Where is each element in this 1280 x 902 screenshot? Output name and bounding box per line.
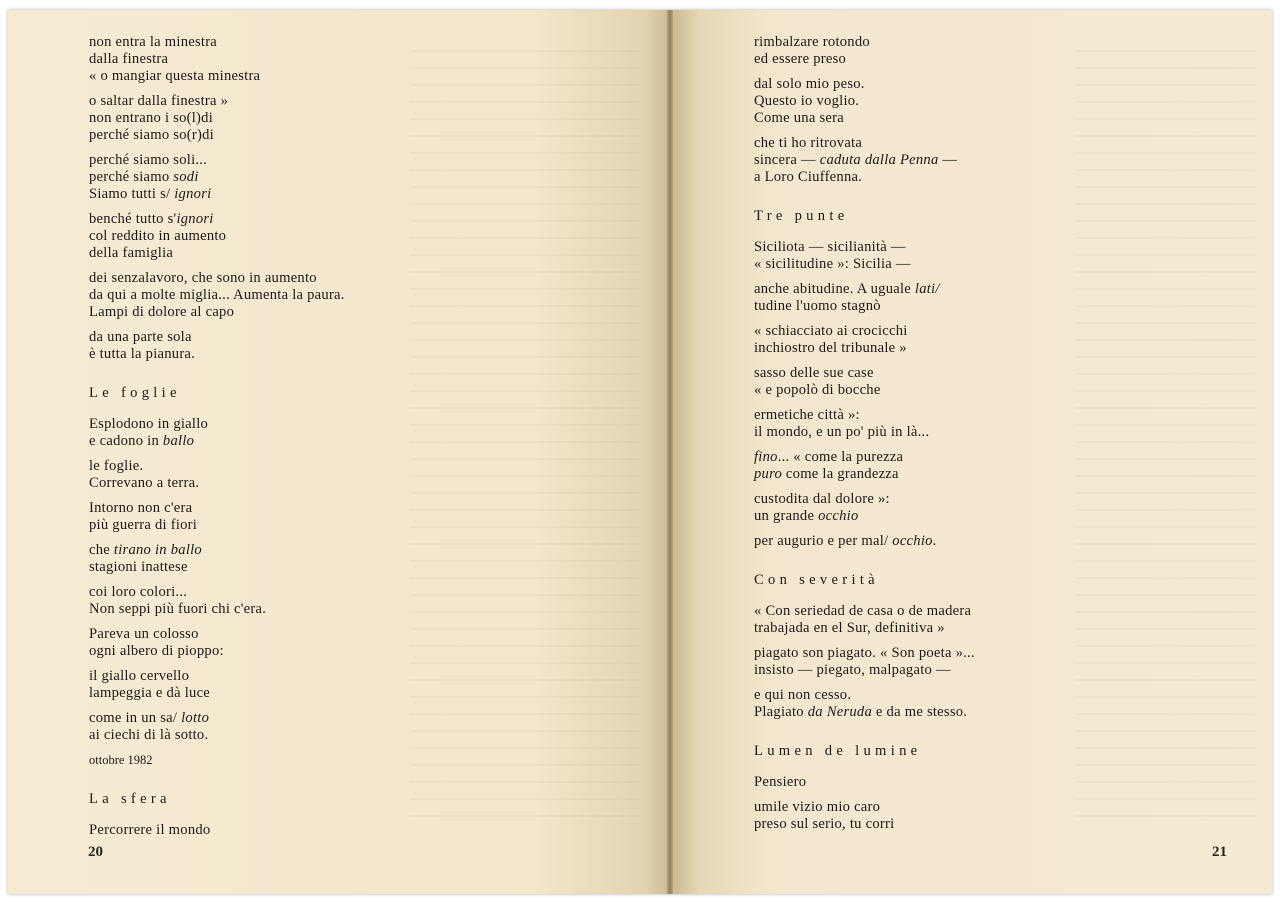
poem-line: della famiglia: [89, 245, 174, 261]
stanza: [754, 449, 1234, 483]
stanza: [89, 626, 649, 660]
stanza: [754, 799, 1234, 833]
poem-date: ottobre 1982: [89, 753, 153, 767]
poem-line: sasso delle sue case: [754, 365, 874, 381]
page-number-left: 20: [88, 844, 103, 860]
stanza: [754, 491, 1234, 525]
stanza: [754, 603, 1234, 637]
poem-line: custodita dal dolore »:: [754, 491, 890, 507]
poem-line: da una parte sola: [89, 329, 192, 345]
stanza: [89, 668, 649, 702]
poem-line: fino... « come la purezza: [754, 449, 904, 465]
poem-line: « sicilitudine »: Sicilia —: [754, 256, 911, 272]
poem-line: ogni albero di pioppo:: [89, 643, 224, 659]
poem-line: Non seppi più fuori chi c'era.: [89, 601, 267, 617]
poem-line: Correvano a terra.: [89, 475, 200, 491]
poem-title: Le foglie: [89, 385, 181, 401]
poem-line: a Loro Ciuffenna.: [754, 169, 863, 185]
stanza: [754, 687, 1234, 721]
poem-line: ermetiche città »:: [754, 407, 860, 423]
poem-line: piagato son piagato. « Son poeta »...: [754, 645, 975, 661]
poem-line: col reddito in aumento: [89, 228, 227, 244]
poem-title: Tre punte: [754, 208, 849, 224]
stanza: [89, 152, 649, 203]
poem-line: non entra la minestra: [89, 34, 218, 50]
page-number-right: 21: [1212, 844, 1227, 860]
stanza: [754, 239, 1234, 273]
stanza: [89, 822, 649, 839]
poem-line: per augurio e per mal/ occhio.: [754, 533, 937, 549]
stanza: [754, 76, 1234, 127]
poem-line: che tirano in ballo: [89, 542, 202, 558]
poem-line: coi loro colori...: [89, 584, 188, 600]
poem-line: perché siamo so(r)di: [89, 127, 214, 143]
poem-title: Con severità: [754, 572, 879, 588]
poem-line: insisto — piegato, malpagato —: [754, 662, 951, 678]
poem-line: benché tutto s'ignori: [89, 211, 214, 227]
poem-line: e cadono in ballo: [89, 433, 195, 449]
poem-line: trabajada en el Sur, definitiva »: [754, 620, 945, 636]
stanza: [89, 211, 649, 262]
poem-line: Siamo tutti s/ ignori: [89, 186, 212, 202]
poem-line: preso sul serio, tu corri: [754, 816, 895, 832]
right-page-text: [754, 34, 1234, 841]
poem-line: Intorno non c'era: [89, 500, 193, 516]
left-page-text: [89, 34, 649, 847]
poem-line: stagioni inattese: [89, 559, 188, 575]
stanza: [754, 135, 1234, 186]
poem-line: che ti ho ritrovata: [754, 135, 863, 151]
poem-line: ed essere preso: [754, 51, 847, 67]
poem-line: il giallo cervello: [89, 668, 190, 684]
poem-line: inchiostro del tribunale »: [754, 340, 907, 356]
poem-line: Lampi di dolore al capo: [89, 304, 235, 320]
poem-line: da qui a molte miglia... Aumenta la paura.: [89, 287, 345, 303]
book-gutter: [667, 10, 673, 894]
stanza: [754, 774, 1234, 791]
poem-line: è tutta la pianura.: [89, 346, 196, 362]
stanza: [89, 329, 649, 363]
poem-line: perché siamo soli...: [89, 152, 208, 168]
poem-line: lampeggia e dà luce: [89, 685, 211, 701]
stanza: [754, 323, 1234, 357]
right-page: [670, 10, 1272, 894]
stanza: [754, 281, 1234, 315]
book-spread: [8, 10, 1272, 894]
poem-line: dei senzalavoro, che sono in aumento: [89, 270, 317, 286]
stanza: [754, 365, 1234, 399]
poem-line: un grande occhio: [754, 508, 859, 524]
poem-line: non entrano i so(l)di: [89, 110, 214, 126]
poem-line: Percorrere il mondo: [89, 822, 211, 838]
stanza: [89, 416, 649, 450]
poem-line: o saltar dalla finestra »: [89, 93, 229, 109]
left-page: [8, 10, 670, 894]
poem-line: Come una sera: [754, 110, 844, 126]
poem-line: perché siamo sodi: [89, 169, 199, 185]
poem-line: le foglie.: [89, 458, 144, 474]
poem-line: il mondo, e un po' più in là...: [754, 424, 930, 440]
poem-line: come in un sa/ lotto: [89, 710, 210, 726]
stanza: [89, 93, 649, 144]
stanza: [89, 458, 649, 492]
poem-title: La sfera: [89, 791, 171, 807]
poem-line: Siciliota — sicilianità —: [754, 239, 906, 255]
stanza: [89, 584, 649, 618]
stanza: [89, 542, 649, 576]
poem-line: dal solo mio peso.: [754, 76, 865, 92]
poem-line: Questo io voglio.: [754, 93, 860, 109]
stanza: [89, 500, 649, 534]
poem-line: « o mangiar questa minestra: [89, 68, 261, 84]
poem-line: anche abitudine. A uguale lati/: [754, 281, 940, 297]
poem-line: « e popolò di bocche: [754, 382, 881, 398]
stanza: [89, 34, 649, 85]
poem-title: Lumen de lumine: [754, 743, 922, 759]
poem-line: Pensiero: [754, 774, 807, 790]
poem-line: rimbalzare rotondo: [754, 34, 870, 50]
poem-line: « Con seriedad de casa o de madera: [754, 603, 972, 619]
poem-line: più guerra di fiori: [89, 517, 198, 533]
poem-line: ai ciechi di là sotto.: [89, 727, 209, 743]
poem-line: Plagiato da Neruda e da me stesso.: [754, 704, 968, 720]
poem-line: dalla finestra: [89, 51, 169, 67]
stanza: [754, 407, 1234, 441]
stanza: [89, 270, 649, 321]
poem-line: umile vizio mio caro: [754, 799, 881, 815]
stanza: [89, 710, 649, 744]
stanza: [754, 645, 1234, 679]
poem-line: Esplodono in giallo: [89, 416, 209, 432]
stanza: [754, 34, 1234, 68]
poem-line: puro come la grandezza: [754, 466, 899, 482]
stanza: [754, 533, 1234, 550]
poem-line: « schiacciato ai crocicchi: [754, 323, 908, 339]
poem-line: sincera — caduta dalla Penna —: [754, 152, 958, 168]
poem-line: Pareva un colosso: [89, 626, 199, 642]
poem-line: e qui non cesso.: [754, 687, 852, 703]
poem-line: tudine l'uomo stagnò: [754, 298, 881, 314]
